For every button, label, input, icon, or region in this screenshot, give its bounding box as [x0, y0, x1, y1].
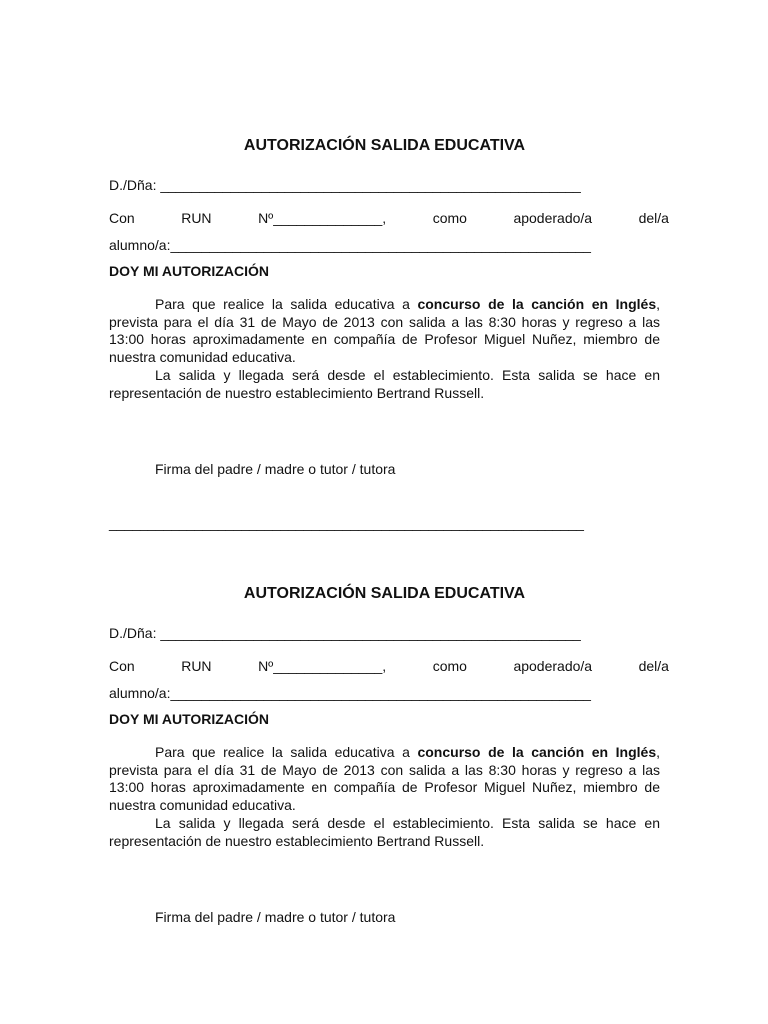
authorization-form-1	[109, 134, 669, 477]
run-number-blank: Nº______________,	[258, 658, 387, 674]
run-row	[109, 657, 669, 675]
authorization-heading: DOY MI AUTORIZACIÓN	[109, 711, 269, 727]
con-word: Con	[109, 210, 135, 226]
como-word: como	[432, 210, 467, 226]
event-name: concurso de la canción en Inglés	[417, 744, 657, 760]
run-word: RUN	[181, 658, 212, 674]
body-paragraph-1: Para que realice la salida educativa a concurso de la canción en Inglés, prevista para el día 31 de Mayo de 2013 con salida a las 8:30 horas y regreso a las 13:00 horas aproximadamente en compañía de Profesor Miguel Nuñez, miembro de nuestra comunidad educativa.	[109, 744, 661, 814]
run-number-blank: Nº______________,	[258, 210, 387, 226]
dela-word: del/a	[638, 210, 669, 226]
con-word: Con	[109, 658, 135, 674]
parent-name-line: D./Dña: ______________________________________________________	[109, 625, 581, 641]
authorization-form-2	[109, 582, 669, 925]
run-word: RUN	[181, 210, 212, 226]
body-paragraph-2: La salida y llegada será desde el establecimiento. Esta salida se hace en representación de nuestro establecimiento Bertrand Russell.	[109, 366, 660, 401]
authorization-body	[109, 744, 660, 850]
form-title: AUTORIZACIÓN SALIDA EDUCATIVA	[243, 585, 526, 602]
authorization-heading: DOY MI AUTORIZACIÓN	[109, 263, 269, 279]
signature-label: Firma del padre / madre o tutor / tutora	[155, 461, 396, 477]
body-paragraph-1: Para que realice la salida educativa a concurso de la canción en Inglés, prevista para el día 31 de Mayo de 2013 con salida a las 8:30 horas y regreso a las 13:00 horas aproximadamente en compañía de Profesor Miguel Nuñez, miembro de nuestra comunidad educativa.	[109, 296, 661, 366]
run-row	[109, 209, 669, 227]
student-name-line: alumno/a:______________________________________________________	[109, 237, 591, 253]
student-name-line: alumno/a:______________________________________________________	[109, 685, 591, 701]
cut-separator-line: _____________________________________________________________	[109, 515, 584, 531]
authorization-body	[109, 296, 660, 402]
body-paragraph-2: La salida y llegada será desde el establecimiento. Esta salida se hace en representación de nuestro establecimiento Bertrand Russell.	[109, 814, 660, 849]
signature-label: Firma del padre / madre o tutor / tutora	[155, 909, 396, 925]
form-title: AUTORIZACIÓN SALIDA EDUCATIVA	[243, 137, 526, 154]
event-name: concurso de la canción en Inglés	[417, 296, 657, 312]
apoderado-word: apoderado/a	[513, 658, 593, 674]
apoderado-word: apoderado/a	[513, 210, 593, 226]
dela-word: del/a	[638, 658, 669, 674]
parent-name-line: D./Dña: ______________________________________________________	[109, 177, 581, 193]
como-word: como	[432, 658, 467, 674]
